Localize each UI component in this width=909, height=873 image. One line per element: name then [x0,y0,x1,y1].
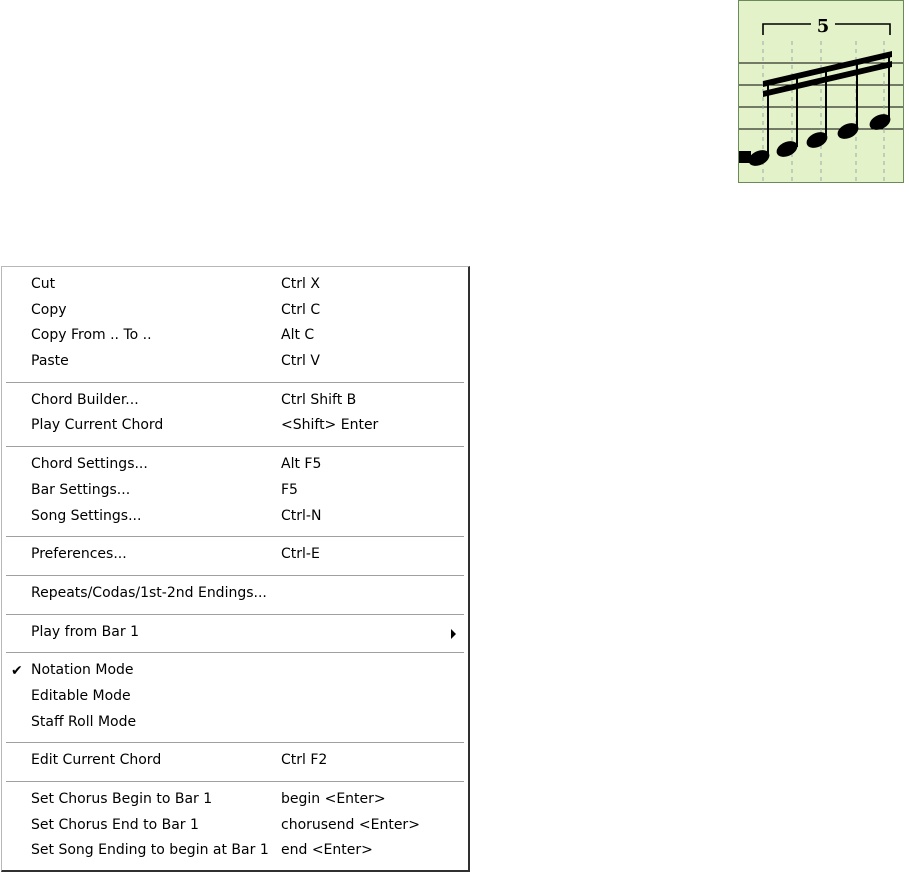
menu-separator [2,646,468,659]
context-menu [1,266,470,872]
menu-item-shortcut: Ctrl-N [281,507,322,524]
notation-thumbnail [738,0,904,183]
menu-item-repeats-codas-1st-2nd-endings[interactable] [2,582,468,608]
quintuplet-notation-image [739,1,903,182]
menu-item-shortcut: Alt C [281,327,315,344]
ledger-mark [739,151,751,163]
menu-separator [2,530,468,543]
menu-item-label: Copy From .. To .. [31,327,152,344]
menu-item-play-current-chord[interactable] [2,414,468,440]
menu-item-label: Cut [31,276,56,292]
menu-item-bar-settings[interactable] [2,479,468,505]
menu-item-copy[interactable] [2,299,468,325]
menu-item-set-chorus-begin-to-bar-1[interactable] [2,788,468,814]
menu-separator [2,608,468,621]
menu-item-label: Preferences... [31,546,127,563]
menu-item-label: Play from Bar 1 [31,623,139,640]
menu-separator [2,440,468,453]
menu-item-shortcut: end <Enter> [281,842,373,859]
menu-item-shortcut: Ctrl-E [281,546,320,563]
menu-item-cut[interactable] [2,273,468,299]
menu-separator [2,775,468,788]
menu-item-shortcut: Ctrl C [281,301,321,318]
menu-item-shortcut: Ctrl Shift B [281,391,357,408]
menu-item-label: Bar Settings... [31,481,131,498]
menu-item-label: Notation Mode [31,662,134,679]
menu-item-staff-roll-mode[interactable] [2,711,468,737]
menu-item-shortcut: Ctrl X [281,276,320,292]
menu-item-shortcut: F5 [281,481,298,498]
menu-item-shortcut: Ctrl V [281,353,320,370]
menu-item-shortcut: Alt F5 [281,456,322,473]
menu-item-label: Play Current Chord [31,417,164,434]
menu-item-label: Staff Roll Mode [31,713,137,730]
menu-item-label: Song Settings... [31,507,142,524]
menu-item-notation-mode[interactable] [2,659,468,685]
menu-item-set-chorus-end-to-bar-1[interactable] [2,814,468,840]
menu-item-label: Chord Builder... [31,391,139,408]
menu-item-song-settings[interactable] [2,505,468,531]
menu-item-preferences[interactable] [2,543,468,569]
menu-item-chord-settings[interactable] [2,453,468,479]
menu-item-set-song-ending-to-begin-at-bar-1[interactable] [2,839,468,865]
tuplet-number: 5 [816,16,830,37]
menu-item-label: Set Chorus Begin to Bar 1 [31,791,213,807]
menu-item-label: Chord Settings... [31,456,148,473]
menu-item-shortcut: chorusend <Enter> [281,816,420,833]
menu-item-shortcut: <Shift> Enter [281,417,379,434]
menu-item-edit-current-chord[interactable] [2,749,468,775]
checkmark-icon: ✔ [11,663,23,680]
menu-item-play-from-bar-1[interactable] [2,621,468,647]
menu-separator [2,736,468,749]
menu-item-copy-from-to[interactable] [2,324,468,350]
menu-item-paste[interactable] [2,350,468,376]
menu-separator [2,569,468,582]
menu-separator [2,376,468,389]
menu-item-shortcut: Ctrl F2 [281,752,328,769]
menu-item-chord-builder[interactable] [2,389,468,415]
menu-item-label: Set Chorus End to Bar 1 [31,816,199,833]
menu-item-editable-mode[interactable] [2,685,468,711]
menu-item-label: Copy [31,301,67,318]
menu-item-label: Edit Current Chord [31,752,162,769]
menu-item-label: Set Song Ending to begin at Bar 1 [31,842,269,859]
submenu-arrow-icon [451,629,456,639]
menu-item-shortcut: begin <Enter> [281,791,386,807]
menu-item-label: Repeats/Codas/1st-2nd Endings... [31,584,267,601]
menu-item-label: Editable Mode [31,687,131,704]
menu-item-label: Paste [31,353,69,370]
